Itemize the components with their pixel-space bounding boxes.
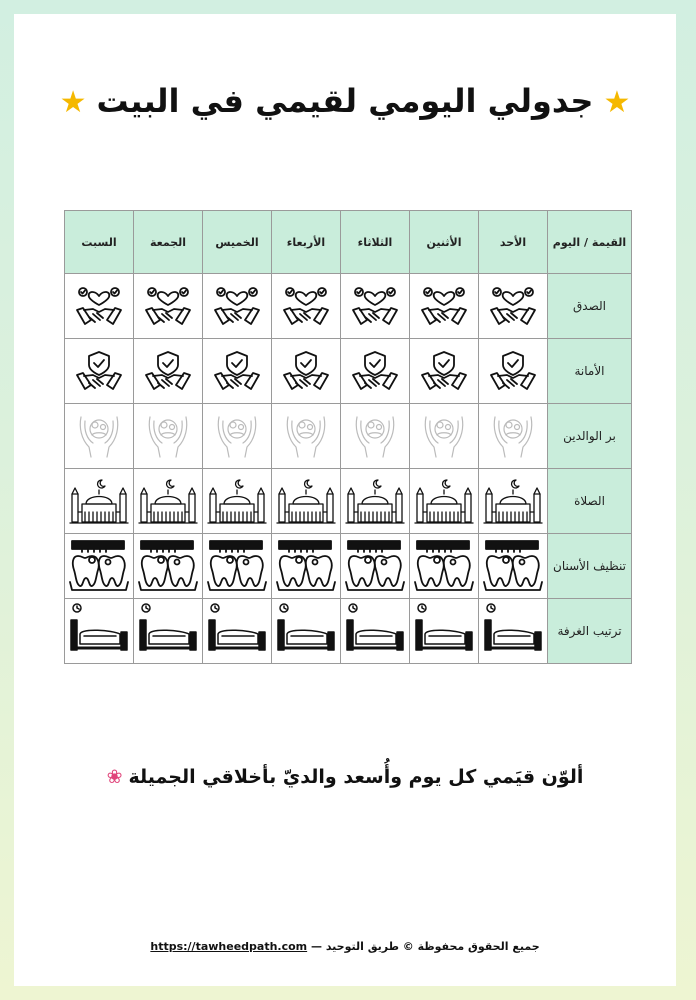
day-cell[interactable]: [272, 599, 341, 664]
tulip-icon: ❀: [106, 766, 123, 788]
bed-clock-icon: [272, 602, 340, 660]
day-cell[interactable]: [479, 599, 548, 664]
row-label: الأمانة: [548, 339, 632, 404]
mosque-icon: [203, 476, 271, 526]
day-cell[interactable]: [341, 274, 410, 339]
teeth-brush-icon: [65, 538, 133, 594]
table-row: [65, 599, 632, 664]
row-label: تنظيف الأسنان: [548, 534, 632, 599]
day-cell[interactable]: [479, 339, 548, 404]
header-wednesday: الأربعاء: [272, 211, 341, 274]
day-cell[interactable]: [272, 339, 341, 404]
row-label: الصلاة: [548, 469, 632, 534]
day-cell[interactable]: [65, 339, 134, 404]
bed-clock-icon: [479, 602, 547, 660]
day-cell[interactable]: [134, 339, 203, 404]
handshake-shield-icon: [479, 349, 547, 393]
bed-clock-icon: [65, 602, 133, 660]
header-value-day: القيمة / اليوم: [548, 211, 632, 274]
table-row: [65, 274, 632, 339]
table-row: [65, 339, 632, 404]
day-cell[interactable]: [410, 404, 479, 469]
row-label: ترتيب الغرفة: [548, 599, 632, 664]
table-row: [65, 469, 632, 534]
day-cell[interactable]: [272, 534, 341, 599]
handshake-hearts-icon: [203, 284, 271, 328]
hands-care-icon: [272, 413, 340, 459]
day-cell[interactable]: [134, 599, 203, 664]
hands-care-icon: [203, 413, 271, 459]
day-cell[interactable]: [341, 339, 410, 404]
day-cell[interactable]: [341, 404, 410, 469]
hands-care-icon: [341, 413, 409, 459]
day-cell[interactable]: [341, 469, 410, 534]
table-row: [65, 534, 632, 599]
day-cell[interactable]: [65, 274, 134, 339]
page-title: [14, 82, 676, 120]
star-icon: ★: [59, 85, 87, 120]
mosque-icon: [65, 476, 133, 526]
header-thursday: الخميس: [203, 211, 272, 274]
day-cell[interactable]: [203, 599, 272, 664]
day-cell[interactable]: [479, 534, 548, 599]
row-label: بر الوالدين: [548, 404, 632, 469]
day-cell[interactable]: [134, 404, 203, 469]
day-cell[interactable]: [65, 534, 134, 599]
table-row: [65, 404, 632, 469]
day-cell[interactable]: [134, 274, 203, 339]
bed-clock-icon: [134, 602, 202, 660]
footer-link[interactable]: https://tawheedpath.com: [150, 940, 308, 953]
handshake-shield-icon: [65, 349, 133, 393]
header-friday: الجمعة: [134, 211, 203, 274]
handshake-hearts-icon: [479, 284, 547, 328]
teeth-brush-icon: [410, 538, 478, 594]
day-cell[interactable]: [272, 404, 341, 469]
day-cell[interactable]: [410, 339, 479, 404]
handshake-hearts-icon: [410, 284, 478, 328]
slogan-text: ألوّن قيَمي كل يوم وأُسعد والديّ بأخلاقي الجميلة: [128, 766, 584, 788]
slogan: [14, 766, 676, 788]
day-cell[interactable]: [272, 274, 341, 339]
day-cell[interactable]: [134, 534, 203, 599]
teeth-brush-icon: [341, 538, 409, 594]
day-cell[interactable]: [134, 469, 203, 534]
mosque-icon: [134, 476, 202, 526]
header-saturday: السبت: [65, 211, 134, 274]
handshake-hearts-icon: [272, 284, 340, 328]
mosque-icon: [341, 476, 409, 526]
day-cell[interactable]: [479, 469, 548, 534]
mosque-icon: [479, 476, 547, 526]
day-cell[interactable]: [479, 404, 548, 469]
day-cell[interactable]: [410, 274, 479, 339]
header-monday: الأثنين: [410, 211, 479, 274]
day-cell[interactable]: [65, 599, 134, 664]
day-cell[interactable]: [272, 469, 341, 534]
day-cell[interactable]: [341, 534, 410, 599]
worksheet-page: [14, 14, 676, 986]
handshake-shield-icon: [134, 349, 202, 393]
day-cell[interactable]: [410, 469, 479, 534]
teeth-brush-icon: [479, 538, 547, 594]
day-cell[interactable]: [203, 469, 272, 534]
day-cell[interactable]: [65, 469, 134, 534]
handshake-hearts-icon: [134, 284, 202, 328]
star-icon: ★: [603, 85, 631, 120]
header-sunday: الأحد: [479, 211, 548, 274]
bed-clock-icon: [341, 602, 409, 660]
day-cell[interactable]: [203, 404, 272, 469]
teeth-brush-icon: [272, 538, 340, 594]
day-cell[interactable]: [203, 534, 272, 599]
hands-care-icon: [410, 413, 478, 459]
title-text: جدولي اليومي لقيمي في البيت: [96, 82, 594, 120]
hands-care-icon: [65, 413, 133, 459]
day-cell[interactable]: [203, 274, 272, 339]
mosque-icon: [410, 476, 478, 526]
handshake-hearts-icon: [65, 284, 133, 328]
day-cell[interactable]: [203, 339, 272, 404]
day-cell[interactable]: [341, 599, 410, 664]
footer: [14, 940, 676, 953]
day-cell[interactable]: [410, 599, 479, 664]
day-cell[interactable]: [410, 534, 479, 599]
header-tuesday: الثلاثاء: [341, 211, 410, 274]
handshake-hearts-icon: [341, 284, 409, 328]
footer-rights: جميع الحقوق محفوظة © طريق التوحيد —: [310, 940, 540, 953]
hands-care-icon: [479, 413, 547, 459]
hands-care-icon: [134, 413, 202, 459]
handshake-shield-icon: [410, 349, 478, 393]
row-label: الصدق: [548, 274, 632, 339]
teeth-brush-icon: [134, 538, 202, 594]
bed-clock-icon: [203, 602, 271, 660]
table-header-row: [65, 211, 632, 274]
handshake-shield-icon: [272, 349, 340, 393]
handshake-shield-icon: [341, 349, 409, 393]
day-cell[interactable]: [65, 404, 134, 469]
day-cell[interactable]: [479, 274, 548, 339]
teeth-brush-icon: [203, 538, 271, 594]
mosque-icon: [272, 476, 340, 526]
bed-clock-icon: [410, 602, 478, 660]
values-table: [64, 210, 632, 664]
handshake-shield-icon: [203, 349, 271, 393]
